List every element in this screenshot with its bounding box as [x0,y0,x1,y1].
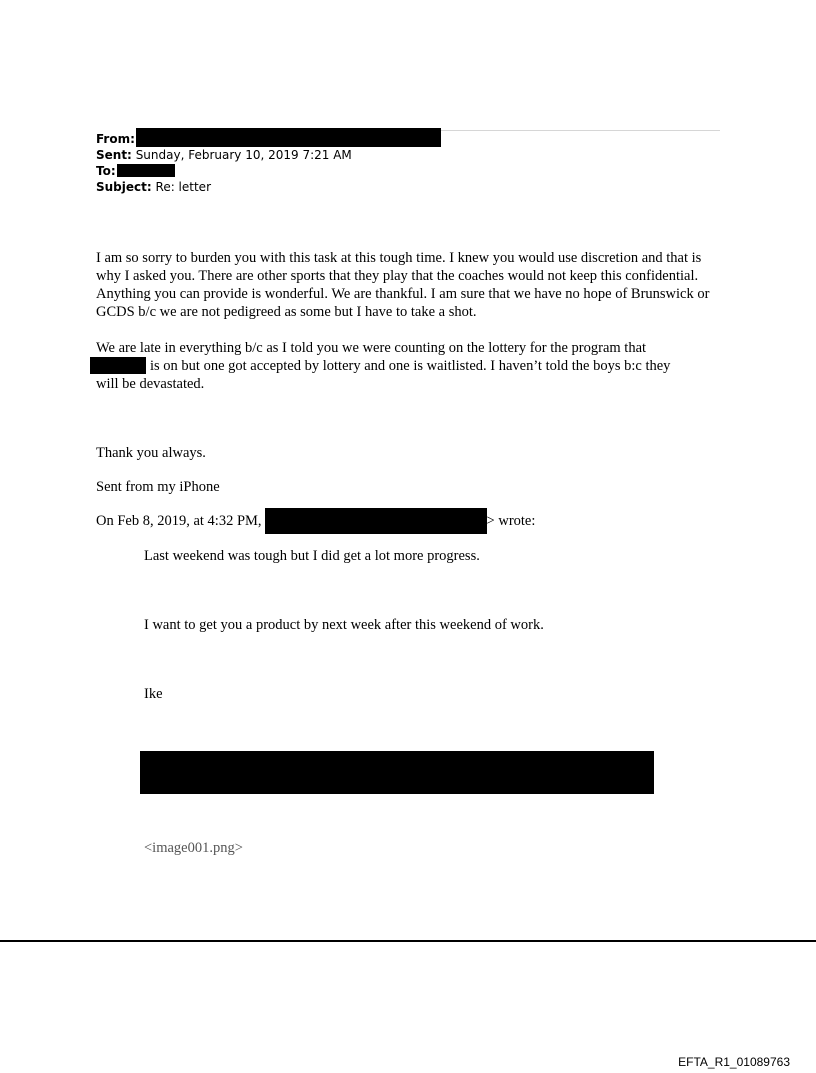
body-paragraph-2 [96,339,726,393]
quoted-line-2: I want to get you a product by next week after this weekend of work. [144,617,544,633]
body-paragraph-1: I am so sorry to burden you with this task at this tough time. I knew you would use discretion and that is why I asked you. There are other sports that they play that the coaches would not keep this confidential. Anything you can provide is wonderful. We are thankful. I am sure that we have no hope of Brunswick or GCDS b/c we are not pedigreed as some but I have to take a shot. [96,250,710,320]
reply-header-date: On Feb 8, 2019, at 4:32 PM, [96,513,262,529]
sent-line [96,147,441,163]
paragraph-2-line-2: is on but one got accepted by lottery and one is waitlisted. I haven’t told the boys b:c they [96,357,726,375]
reply-header-wrote: > wrote: [486,513,536,529]
document-id: EFTA_R1_01089763 [678,1055,790,1069]
to-label: To: [96,164,116,178]
paragraph-2-line-1: We are late in everything b/c as I told you we were counting on the lottery for the program that [96,340,647,356]
sent-value: Sunday, February 10, 2019 7:21 AM [135,148,352,162]
paragraph-2-line-3: will be devastated. [96,376,205,392]
signature-block-redaction [140,751,654,794]
from-label: From: [96,132,135,146]
from-line [96,131,441,147]
sender-redaction [265,508,487,534]
email-header [96,131,441,195]
subject-label: Subject: [96,180,152,194]
from-redaction [136,128,441,147]
subject-line [96,179,441,195]
signature-line: Sent from my iPhone [96,479,220,495]
attachment-placeholder: <image001.png> [144,840,243,856]
name-redaction [90,357,146,374]
thanks-line: Thank you always. [96,445,206,461]
page-bottom-divider [0,940,816,942]
to-redaction [117,164,175,177]
sent-label: Sent: [96,148,132,162]
quoted-signoff: Ike [144,686,163,702]
subject-value: Re: letter [155,180,211,194]
quoted-line-1: Last weekend was tough but I did get a lot more progress. [144,548,480,564]
to-line [96,163,441,179]
reply-header [96,512,726,534]
